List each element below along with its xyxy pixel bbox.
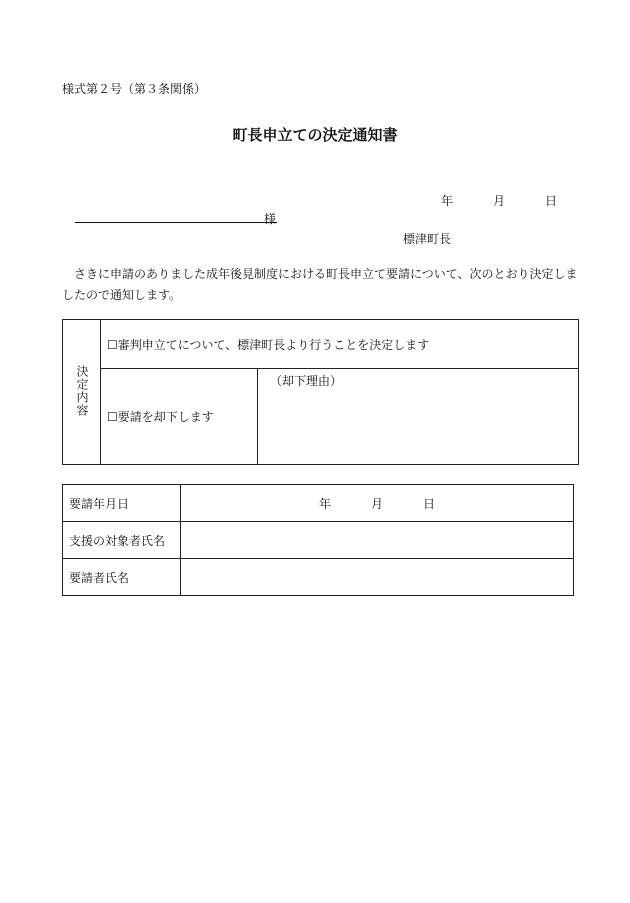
option-petition-cell [101, 320, 579, 369]
month-label: 月 [493, 194, 506, 208]
form-number: 様式第２号（第３条関係） [62, 82, 207, 96]
addressee-blank [75, 222, 277, 223]
year-label: 年 [318, 496, 331, 511]
issue-date-line [441, 192, 557, 209]
requester-name-value [181, 559, 574, 596]
subject-name-label: 支援の対象者氏名 [63, 522, 181, 559]
decision-table [62, 319, 579, 465]
decision-label-cell [63, 320, 101, 465]
year-label: 年 [441, 194, 454, 208]
addressee-honorific: 様 [264, 212, 277, 226]
subject-name-value [181, 522, 574, 559]
reject-reason-cell [258, 369, 579, 465]
table-row [63, 522, 574, 559]
issuer-name: 標津町長 [403, 232, 452, 246]
option-petition: ☐審判申立てについて、標津町長より行うことを決定します [107, 337, 430, 352]
reject-reason-label: （却下理由） [270, 374, 343, 388]
request-date-label: 要請年月日 [63, 485, 181, 522]
requester-name-label: 要請者氏名 [63, 559, 181, 596]
request-date-value [181, 485, 574, 522]
table-row [63, 485, 574, 522]
option-reject: ☐要請を却下します [107, 410, 214, 424]
option-reject-cell [101, 369, 258, 465]
table-row [63, 559, 574, 596]
month-label: 月 [370, 496, 383, 511]
notice-body: さきに申請のありました成年後見制度における町長申立て要請について、次のとおり決定しましたので通知します。 [62, 267, 578, 302]
document-title: 町長申立ての決定通知書 [232, 126, 398, 144]
day-label: 日 [545, 194, 558, 208]
request-table [62, 484, 574, 596]
decision-label: 決定内容 [75, 364, 89, 417]
day-label: 日 [423, 496, 436, 511]
